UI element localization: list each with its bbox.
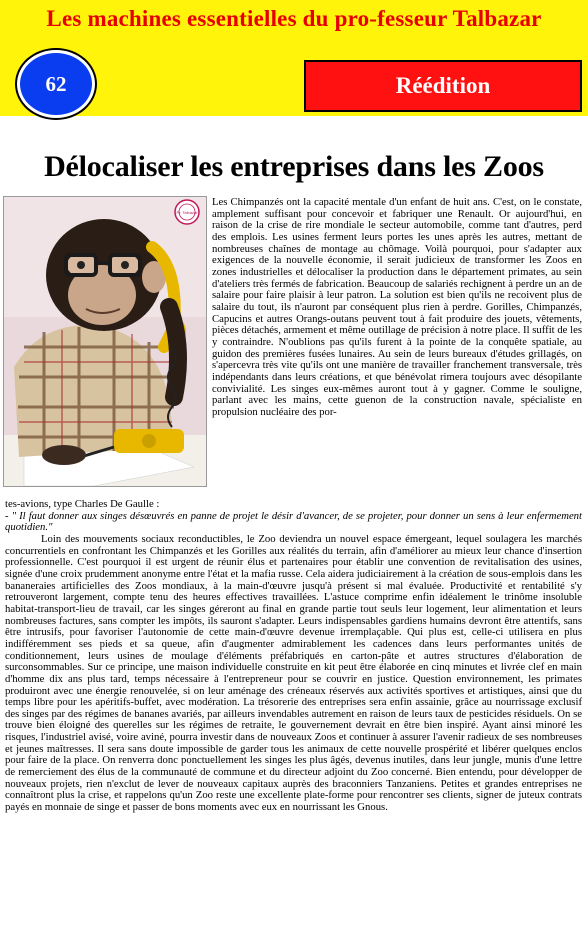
photo-stamp-text: Pr. Talbazar [176,210,198,215]
reissue-banner: Réédition [304,60,582,112]
article-title: Délocaliser les entreprises dans les Zoos [44,150,544,183]
chimpanzee-telephone-photo [3,196,207,487]
article-intro-tail: tes-avions, type Charles De Gaulle : [5,498,160,510]
article-intro-column [212,197,582,418]
article-continuation [5,499,582,814]
article-quote: - " Il faut donner aux singes désœuvrés en panne de projet le désir d'avancer, de se projeter, pour donner un sens à leur enfermement quotidien." [5,509,582,534]
issue-number-badge: 62 [17,50,95,118]
series-title: Les machines essentielles du pro-fesseur Talbazar [46,6,542,31]
article-body: Loin des mouvements sociaux reconductibles, le Zoo deviendra un nouvel espace émergeant, lequel soulagera les marchés concurrentiels en confrontant les Chimpanzés et les Gorilles aux réalités du terrain, afin d'améliorer au mieux leur chance d'insertion professionnelle. C'est pourquoi il est urgent de réunir élus et partenaires pour établir une convention de revitalisation des usines, signée d'une croix prudemment anonyme entre l'état et la mafia russe. Cela aidera judiciairement à la création de sous-emplois dans les bananeraies artificielles des Zoos mondiaux, à la main-d'œuvre jusqu'à présent si mal évaluée. Productivité et rentabilité s'y retrouveront largement, compte tenu des heures effectives travaillées. L'astuce comprime enfin idéalement le trinôme insoluble habitat-transport-lieu de travail, car les singes géreront au final en grande partie tout seuls leur logement, leur alimentation et leurs nombreuses factures, sans compter les impôts, ils sauront s'adapter. Leurs indispensables gardiens humains devront être attentifs, sans être intrusifs, pour favoriser l'autonomie de cette main-d'œuvre devenue irremplaçable. Qui plus est, celle-ci utilisera en plus indifféremment ses pieds et sa queue, afin d'augmenter admirablement les cadences dans leurs performantes unités de conditionnement, leurs usines de moulage d'éléments préfabriqués en carton-pâte et autres structures d'élaboration de surconsommables. Sur ce principe, une maison individuelle construite en kit peut être élaborée en cinq minutes et livrée clef en main d'homme dix ans plus tard, temps nécessaire à l'entrepreneur pour se couvrir en justice. Question environnement, les primates produiront avec une énergie renouvelée, si on leur aménage des créneaux réservés aux activités sportives et artistiques, ainsi que du temps libre pour les apéritifs-buffet, avec modération. La trésorerie des entreprises sera enfin assainie, grâce au nourrissage exclusif des singes par des régimes de bananes avariés, par ailleurs invendables autrement en raison de leurs taux de pesticides résiduels. On se trouve bien éloigné des querelles sur les régimes de retraite, le gouvernement devrait en être bien inspiré. Ayant ainsi minoré les risques, l'industriel avisé, voire aviné, pourra investir dans de nouveaux Zoos et continuer à assurer l'avenir radieux de ses nombreuses et jeunes maîtresses. Il sera sans doute impossible de garder tous les animaux de cette nouvelle prospérité et libérer quelques enclos pour faire de la place. On renverra donc ponctuellement les singes les plus âgés, devenus inutiles, dans leur jungle, munis d'une lettre de remerciement des élus de la communauté de commune et du directeur adjoint du Zoo concerné. Bien entendu, pour développer de nouveaux projets, rien n'exclut de lever de nouveaux capitaux auprès des braconniers Tanzaniens. Petites et grandes entreprises ne connaîtront plus la crise, et rappelons qu'un Zoo reste une excellente plate-forme pour rencontrer ses clients, signer de juteux contrats payés en monnaie de singe et passer de bons moments avec eux en nourrissant les Gnous. [5,532,582,814]
article-intro: Les Chimpanzés ont la capacité mentale d'un enfant de huit ans. C'est, on le constate, amplement suffisant pour concevoir et fabriquer une Renault. Or aujourd'hui, en raison de la crise de rire mondiale le secteur automobile, comme tant d'autres, perd des emplois. Les usines ferment leurs portes les unes après les autres, mettant de nombreuses chaînes de montage au chômage. Voilà pourquoi, pour s'adapter aux exigences de la nouvelle économie, il serait judicieux de transformer les Zoos en zones industrielles et délocaliser la production dans le département primates, au sein d'ateliers très fermés de fabrication. Beaucoup de salariés rechignent à perdre un an de salaire pour faire plaisir à leur patron. La solution est bien qu'ils ne recoivent plus de salaire du tout, ils n'auront par conséquent plus rien à perdre. Gorilles, Chimpanzés, Capucins et autres Orangs-outans peuvent tout à fait produire des jouets, vêtements, pièces détachés, armement et même outillage de précision à notre place. Il suffit de les y contraindre. N'oublions pas qu'ils furent à la pointe de la conquête spatiale, au guidon des premières fusées lunaires. Au sein de leurs bureaux d'études grillagés, on s'apercevra très vite qu'ils ont une manière de travailler franchement transversale, très indépendants dans leurs créations, et que bénévolat rimera toujours avec désopilante convivialité. Les singes eux-mêmes auront tout à y gagner. Comme le souligne, parlant avec les mains, cette guenon de la construction navale, spécialiste en propulsion nucléaire des por- [212,196,582,418]
header-band [0,0,588,116]
